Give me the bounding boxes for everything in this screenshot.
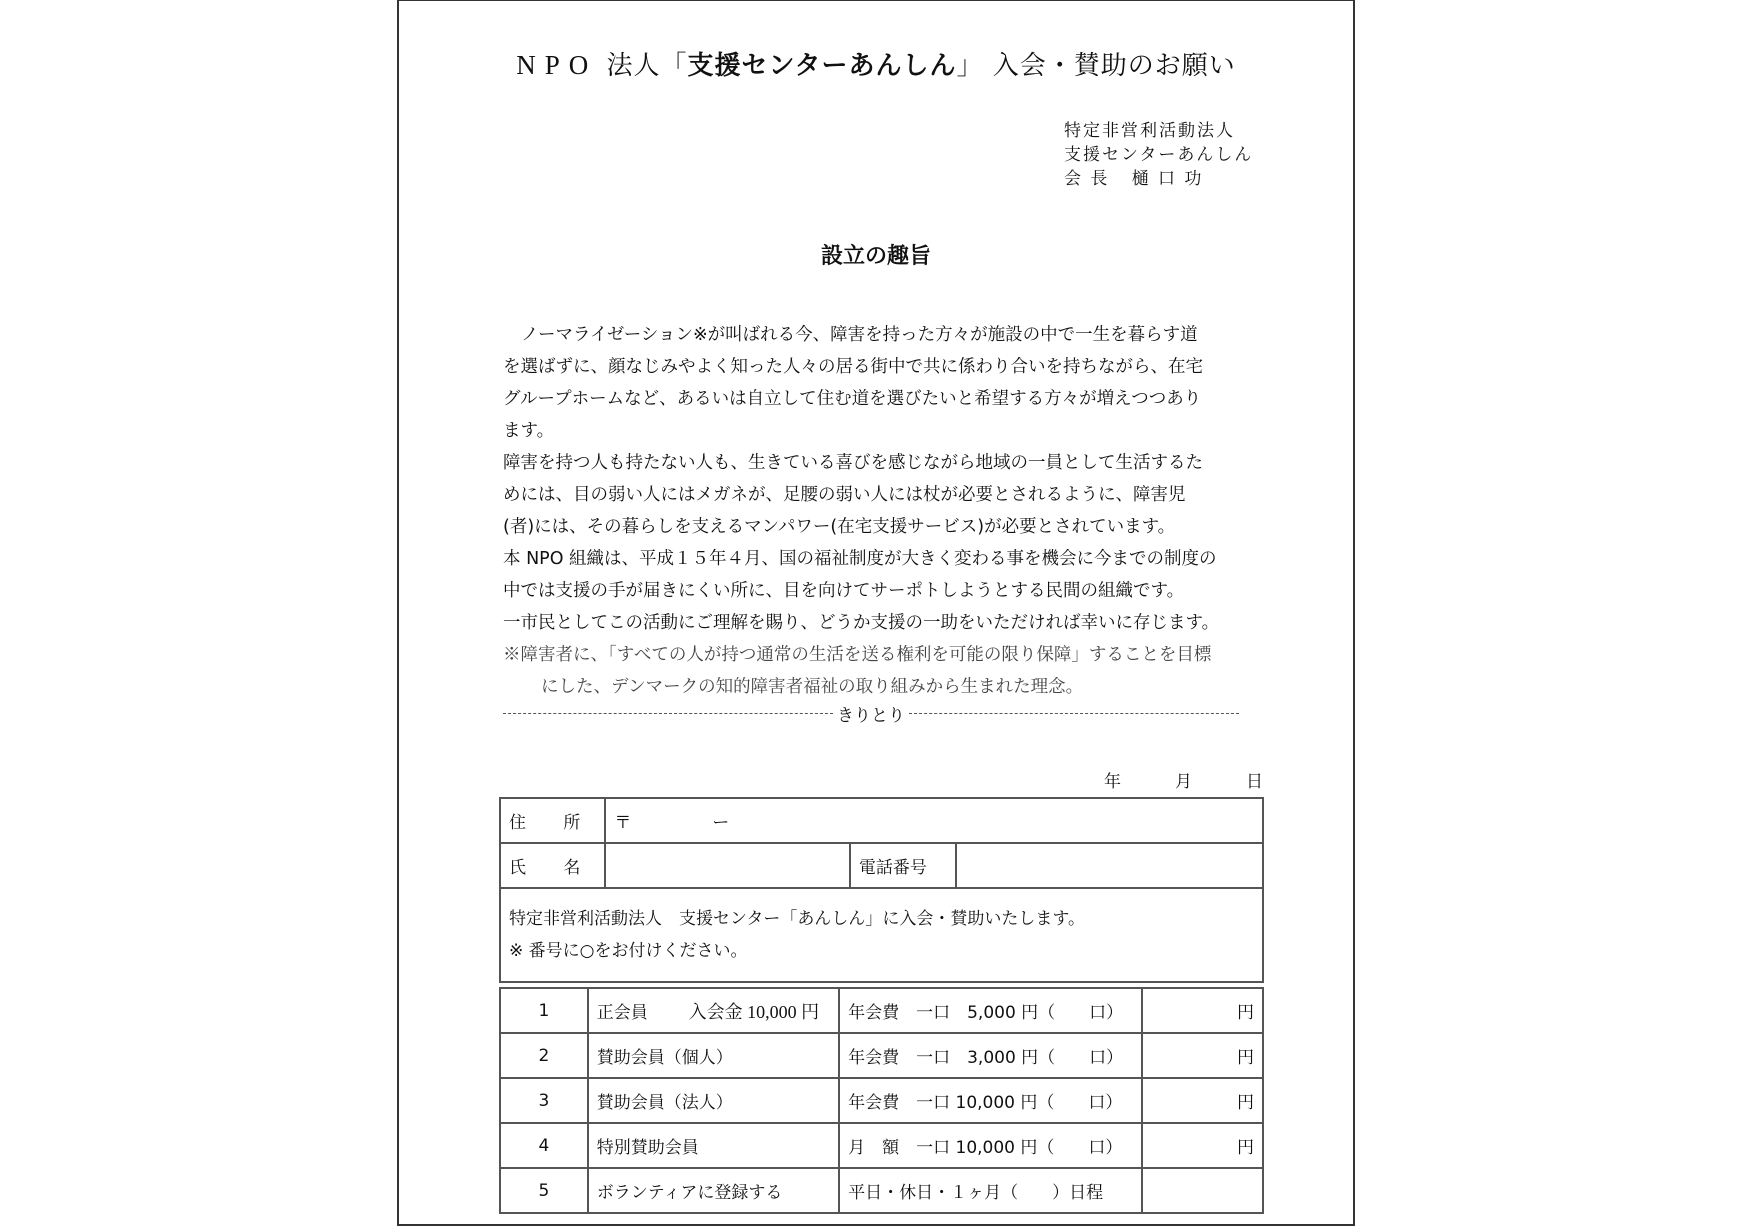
option-type: 賛助会員（法人） bbox=[588, 1078, 839, 1123]
footnote-line: ※障害者に、「すべての人が持つ通常の生活を送る権利を可能の限り保障」することを目標 bbox=[503, 645, 1212, 665]
name-field[interactable] bbox=[605, 843, 850, 888]
name-label: 氏 名 bbox=[500, 843, 605, 888]
name-row bbox=[500, 843, 1263, 888]
document-page bbox=[397, 0, 1355, 1226]
signature-line: 支援センターあんしん bbox=[1064, 145, 1254, 165]
paragraph-line: 障害を持つ人も持たない人も、生きている喜びを感じながら地域の一員として生活するた bbox=[503, 453, 1203, 473]
option-fee: 年会費 一口 5,000 円（ 口） bbox=[839, 988, 1142, 1033]
option-row[interactable] bbox=[500, 1123, 1263, 1168]
title-npo: NPO bbox=[516, 50, 598, 80]
option-number[interactable]: 1 bbox=[500, 988, 588, 1033]
option-type: 賛助会員（個人） bbox=[588, 1033, 839, 1078]
paragraph-line: 本 NPO 組織は、平成１５年４月、国の福祉制度が大きく変わる事を機会に今までの制度の bbox=[503, 549, 1217, 569]
application-form bbox=[499, 797, 1264, 983]
paragraph-line: 一市民としてこの活動にご理解を賜り、どうか支援の一助をいただければ幸いに存じます。 bbox=[503, 613, 1220, 633]
date-day-label: 日 bbox=[1246, 772, 1263, 792]
paragraph-line: グループホームなど、あるいは自立して住む道を選びたいと希望する方々が増えつつあり bbox=[503, 389, 1202, 409]
option-row[interactable] bbox=[500, 988, 1263, 1033]
signature-line: 会 長 樋 口 功 bbox=[1064, 169, 1204, 189]
option-type: ボランティアに登録する bbox=[588, 1168, 839, 1213]
notice-line: ※ 番号に○をお付けください。 bbox=[509, 941, 748, 961]
cut-dash-right bbox=[909, 713, 1239, 714]
title-org-name: 支援センターあんしん bbox=[687, 51, 957, 81]
option-fee: 年会費 一口 3,000 円（ 口） bbox=[839, 1033, 1142, 1078]
phone-label: 電話番号 bbox=[850, 843, 956, 888]
purpose-body bbox=[503, 319, 1263, 703]
postal-dash: ー bbox=[712, 813, 730, 833]
notice-row bbox=[500, 888, 1263, 982]
date-year-label: 年 bbox=[1104, 772, 1121, 792]
option-amount-field[interactable]: 円 bbox=[1142, 1033, 1263, 1078]
paragraph-line: ノーマライゼーション※が叫ばれる今、障害を持った方々が施設の中で一生を暮らす道 bbox=[521, 325, 1198, 345]
footnote-line: にした、デンマークの知的障害者福祉の取り組みから生まれた理念。 bbox=[541, 677, 1084, 697]
section-heading: 設立の趣旨 bbox=[820, 244, 931, 269]
date-field bbox=[1104, 767, 1263, 792]
option-fee: 年会費 一口 10,000 円（ 口） bbox=[839, 1078, 1142, 1123]
phone-field[interactable] bbox=[956, 843, 1263, 888]
paragraph-line: を選ばずに、顔なじみやよく知った人々の居る街中で共に係わり合いを持ちながら、在宅 bbox=[503, 357, 1203, 377]
cut-line bbox=[503, 701, 1239, 726]
postal-mark: 〒 bbox=[614, 813, 632, 833]
cut-line-label: きりとり bbox=[837, 706, 905, 726]
notice-cell bbox=[500, 888, 1263, 982]
option-row[interactable] bbox=[500, 1078, 1263, 1123]
option-entry-fee: 入会金 10,000 円 bbox=[688, 1001, 820, 1022]
address-row bbox=[500, 798, 1263, 843]
option-row[interactable] bbox=[500, 1168, 1263, 1213]
signature-line: 特定非営利活動法人 bbox=[1064, 121, 1235, 141]
paragraph-line: 中では支援の手が届きにくい所に、目を向けてサーポトしようとする民間の組織です。 bbox=[503, 581, 1185, 601]
option-number[interactable]: 2 bbox=[500, 1033, 588, 1078]
address-label: 住 所 bbox=[500, 798, 605, 843]
option-type-label: 正会員 bbox=[596, 1002, 648, 1023]
signature-block bbox=[1064, 119, 1253, 191]
option-row[interactable] bbox=[500, 1033, 1263, 1078]
option-fee: 平日・休日・１ヶ月（ ）日程 bbox=[839, 1168, 1142, 1213]
paragraph-line: めには、目の弱い人にはメガネが、足腰の弱い人には杖が必要とされるように、障害児 bbox=[503, 485, 1186, 505]
title-part1: 法人「 bbox=[597, 51, 688, 81]
option-type: 特別賛助会員 bbox=[588, 1123, 839, 1168]
option-amount-field[interactable] bbox=[1142, 1168, 1263, 1213]
option-number[interactable]: 4 bbox=[500, 1123, 588, 1168]
address-field[interactable] bbox=[605, 798, 1263, 843]
document-title bbox=[399, 45, 1353, 82]
option-amount-field[interactable]: 円 bbox=[1142, 988, 1263, 1033]
title-part2: 」 入会・賛助のお願い bbox=[956, 51, 1236, 81]
cut-dash-left bbox=[503, 713, 833, 714]
option-number[interactable]: 5 bbox=[500, 1168, 588, 1213]
option-number[interactable]: 3 bbox=[500, 1078, 588, 1123]
date-month-label: 月 bbox=[1175, 772, 1192, 792]
paragraph-line: ます。 bbox=[503, 421, 555, 441]
option-fee: 月 額 一口 10,000 円（ 口） bbox=[839, 1123, 1142, 1168]
option-amount-field[interactable]: 円 bbox=[1142, 1123, 1263, 1168]
paragraph-line: (者)には、その暮らしを支えるマンパワー(在宅支援サービス)が必要とされています。 bbox=[503, 517, 1176, 537]
membership-options-table bbox=[499, 987, 1264, 1214]
option-type bbox=[588, 988, 839, 1033]
notice-line: 特定非営利活動法人 支援センター「あんしん」に入会・賛助いたします。 bbox=[509, 909, 1085, 929]
option-amount-field[interactable]: 円 bbox=[1142, 1078, 1263, 1123]
